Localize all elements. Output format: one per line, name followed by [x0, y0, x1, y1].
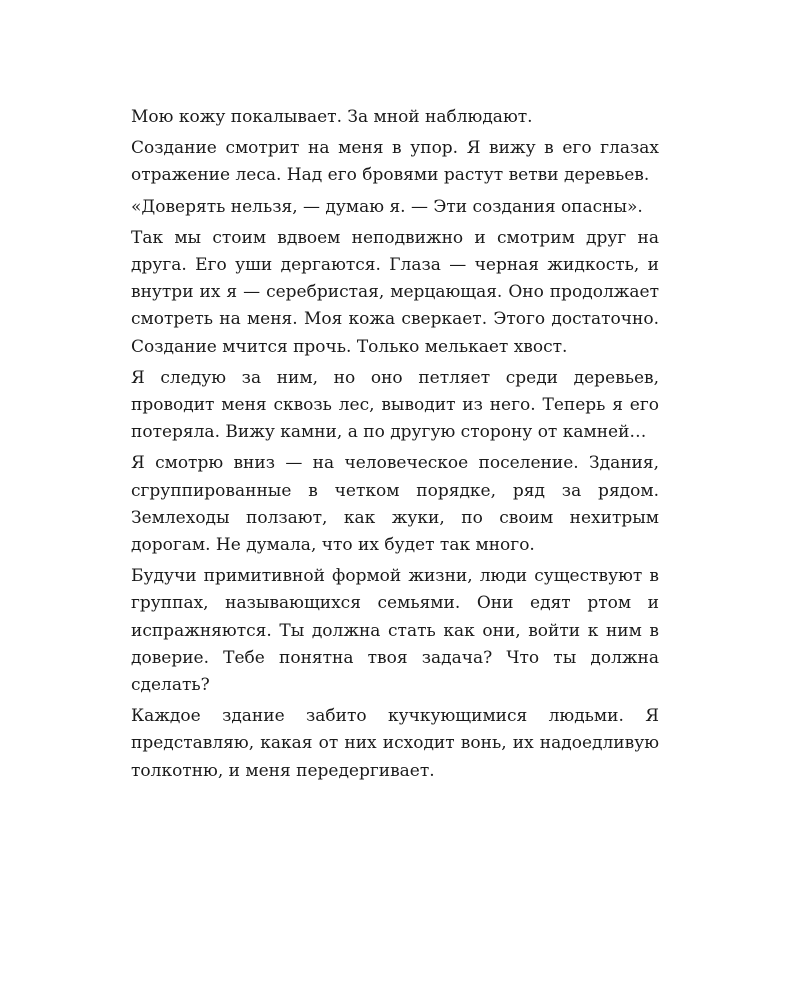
paragraph-1: Мою кожу покалывает. За мной наблюдают. [131, 107, 533, 127]
paragraph-7: Будучи примитивной формой жизни, люди существуют в группах, называющихся семьями. Они едят ртом и испражняются. Ты должна стать как они, войти к ним в доверие. Тебе понятна твоя задача? Что ты должна сделать? [131, 566, 659, 696]
paragraph-4: Так мы стоим вдвоем неподвижно и смотрим друг на друга. Его уши дергаются. Глаза — черная жидкость, и внутри их я — серебристая, мерцающая. Оно продолжает смотреть на меня. Моя кожа сверкает. Этого достаточно. Создание мчится прочь. Только мелькает хвост. [131, 227, 659, 357]
paragraph-8: Каждое здание забито кучкующимися людьми. Я представляю, какая от них исходит вонь, их надоедливую толкотню, и меня передергивает. [131, 706, 659, 781]
paragraph-2: Создание смотрит на меня в упор. Я вижу в его глазах отражение леса. Над его бровями растут ветви деревьев. [131, 138, 659, 186]
paragraph-3: «Доверять нельзя, — думаю я. — Эти создания опасны». [131, 196, 643, 217]
text-body [131, 104, 659, 785]
paragraph-5: Я следую за ним, но оно петляет среди деревьев, проводит меня сквозь лес, выводит из него. Теперь я его потеряла. Вижу камни, а по другую сторону от камней… [131, 367, 659, 443]
paragraph-6: Я смотрю вниз — на человеческое поселение. Здания, сгруппированные в четком порядке, ряд за рядом. Землеходы ползают, как жуки, по своим нехитрым дорогам. Не думала, что их будет так много. [131, 453, 659, 556]
